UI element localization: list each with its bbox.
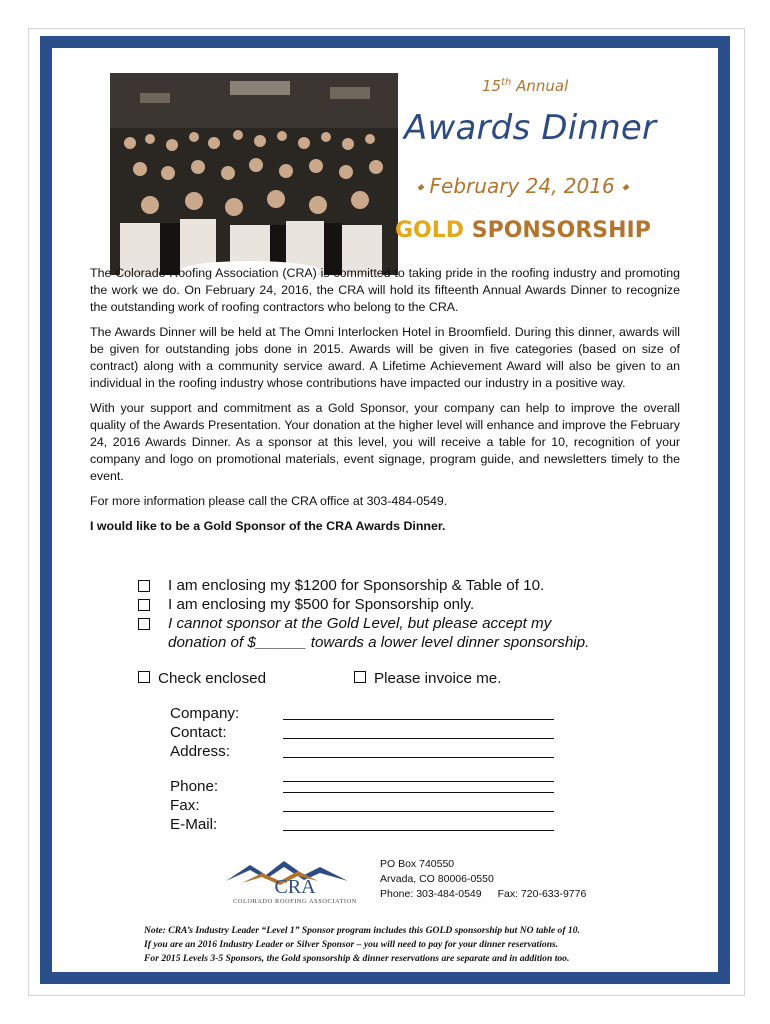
flyer xyxy=(52,48,718,972)
address-row xyxy=(170,742,560,761)
city-state-zip: Arvada, CO 80006-0550 xyxy=(380,873,494,885)
office-phone: Phone: 303-484-0549 xyxy=(380,888,482,900)
invoice-label: Please invoice me. xyxy=(374,670,502,687)
banquet-photo xyxy=(110,73,398,275)
footnote-line-1: Note: CRA’s Industry Leader “Level 1” Sponsor program includes this GOLD sponsorship but NO table of 10. xyxy=(144,925,580,936)
email-field[interactable] xyxy=(283,830,554,831)
payment-check xyxy=(138,670,266,687)
paragraph-intro: The Colorado Roofing Association (CRA) is committed to taking pride in the roofing industry and promoting the work we do. On February 24, 2016, the CRA will hold its fifteenth Annual Awards Dinner to recognize the outstanding work of roofing contractors who belong to the CRA. xyxy=(90,266,680,314)
event-date: ⬩ February 24, 2016 ⬩ xyxy=(416,174,629,198)
logo-letters: CRA xyxy=(274,876,316,898)
phone-row xyxy=(170,777,560,796)
invoice-checkbox[interactable] xyxy=(354,671,366,683)
option-donation xyxy=(138,614,589,652)
sponsor-statement: I would like to be a Gold Sponsor of the CRA Awards Dinner. xyxy=(90,519,446,533)
option-1200-checkbox[interactable] xyxy=(138,580,150,592)
po-box: PO Box 740550 xyxy=(380,858,455,870)
annual-word: Annual xyxy=(516,77,569,95)
option-500-label: I am enclosing my $500 for Sponsorship only. xyxy=(168,596,475,613)
office-fax: Fax: 720-633-9776 xyxy=(497,888,587,900)
option-donation-label-1: I cannot sponsor at the Gold Level, but please accept my xyxy=(168,615,552,632)
body-text xyxy=(90,265,680,543)
logo-tagline: COLORADO ROOFING ASSOCIATION xyxy=(233,898,357,905)
option-1200 xyxy=(138,576,589,595)
footnote xyxy=(144,924,580,966)
option-500 xyxy=(138,595,589,614)
annual-ordinal: th xyxy=(501,77,512,88)
annual-number: 15 xyxy=(482,77,502,95)
contact-label: Contact: xyxy=(170,724,227,741)
company-field[interactable] xyxy=(283,719,554,720)
sponsorship-level: GOLD xyxy=(395,218,465,243)
sponsorship-heading xyxy=(395,218,651,243)
cra-logo xyxy=(220,855,370,905)
page-border xyxy=(40,36,730,984)
address-label: Address: xyxy=(170,743,230,760)
check-enclosed-checkbox[interactable] xyxy=(138,671,150,683)
address-field[interactable] xyxy=(283,757,554,758)
sponsorship-options xyxy=(138,576,589,652)
contact-field[interactable] xyxy=(283,738,554,739)
paragraph-benefits: With your support and commitment as a Gold Sponsor, your company can help to improve the overall quality of the Awards Presentation. Your donation at the higher level will enhance and improve the February 24, 2016 Awards Dinner. As a sponsor at this level, you will receive a table for 10, recognition of your company and logo on promotional materials, event signage, program guide, and newsletters timely to the event. xyxy=(90,401,680,483)
annual-label xyxy=(482,77,568,95)
email-row xyxy=(170,815,560,834)
phone-field[interactable] xyxy=(283,792,554,793)
fax-label: Fax: xyxy=(170,797,200,814)
paragraph-venue: The Awards Dinner will be held at The Omni Interlocken Hotel in Broomfield. During this dinner, awards will be given for outstanding jobs done in 2015. Awards will be given in five categories (based on size of contract) along with a community service award. A Lifetime Achievement Award will also be given to an individual in the roofing industry whose contributions have impacted our industry in a positive way. xyxy=(90,325,680,390)
mailing-address xyxy=(380,857,586,902)
fax-field[interactable] xyxy=(283,811,554,812)
phone-fax-line xyxy=(380,887,586,902)
option-donation-checkbox[interactable] xyxy=(138,618,150,630)
option-500-checkbox[interactable] xyxy=(138,599,150,611)
paragraph-contact: For more information please call the CRA office at 303-484-0549. xyxy=(90,494,448,508)
footnote-line-2: If you are an 2016 Industry Leader or Silver Sponsor – you will need to pay for your dinner reservations. xyxy=(144,939,559,950)
event-title: Awards Dinner xyxy=(404,108,657,148)
phone-label: Phone: xyxy=(170,778,219,795)
company-row xyxy=(170,704,560,723)
option-donation-label-2: donation of $______ towards a lower level dinner sponsorship. xyxy=(168,634,590,651)
sponsorship-word: SPONSORSHIP xyxy=(471,218,651,243)
option-1200-label: I am enclosing my $1200 for Sponsorship & Table of 10. xyxy=(168,577,545,594)
company-label: Company: xyxy=(170,705,240,722)
contact-fields xyxy=(170,704,560,834)
check-enclosed-label: Check enclosed xyxy=(158,670,267,687)
footnote-line-3: For 2015 Levels 3-5 Sponsors, the Gold sponsorship & dinner reservations are separate and in addition too. xyxy=(144,953,570,964)
contact-row xyxy=(170,723,560,742)
address-field-line-2[interactable] xyxy=(283,781,554,782)
fax-row xyxy=(170,796,560,815)
payment-invoice xyxy=(354,670,501,687)
email-label: E-Mail: xyxy=(170,816,218,833)
